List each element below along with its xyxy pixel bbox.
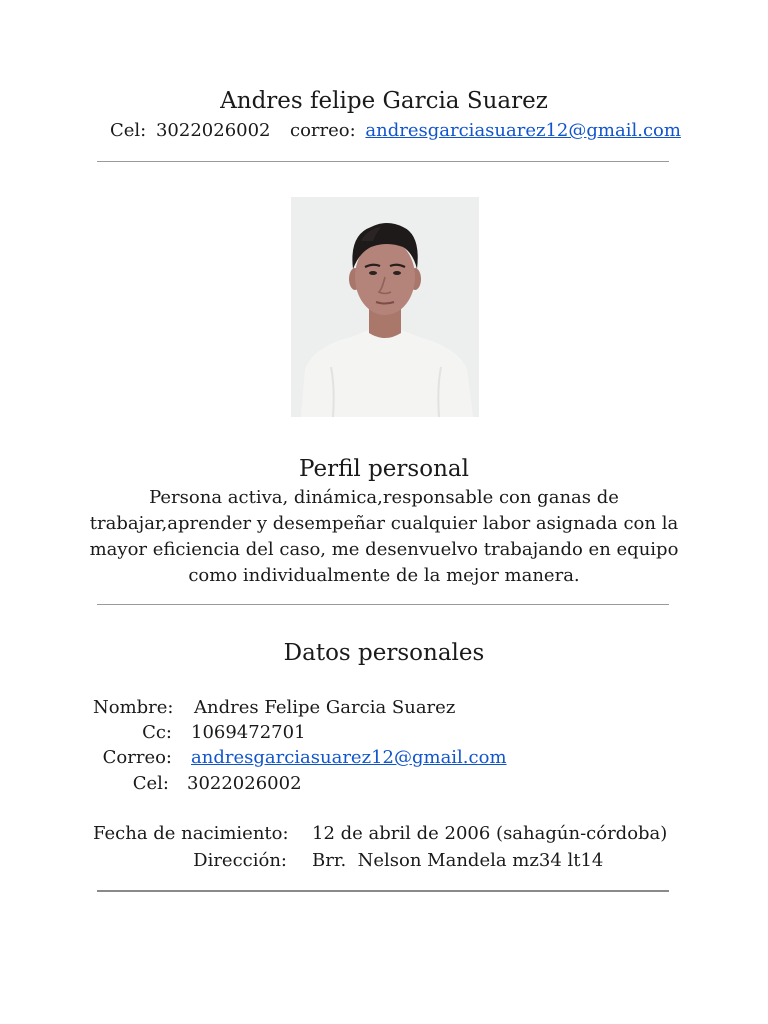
divider (97, 604, 669, 605)
cel-label: Cel: (132, 773, 169, 794)
header-contact-line (110, 119, 681, 143)
profile-photo-image (291, 197, 479, 417)
fecha-value: 12 de abril de 2006 (sahagún-córdoba) (312, 823, 668, 844)
profile-photo (291, 197, 479, 417)
header-email-label: correo: (289, 120, 356, 141)
cc-label: Cc: (142, 722, 172, 743)
cc-value: 1069472701 (191, 722, 306, 743)
direccion-value: Brr. Nelson Mandela mz34 lt14 (312, 850, 604, 871)
perfil-title: Perfil personal (299, 456, 469, 482)
header-cel-value: 3022026002 (155, 120, 271, 141)
header-email-link[interactable]: andresgarciasuarez12@gmail.com (365, 120, 681, 141)
divider (97, 161, 669, 162)
correo-email-link[interactable]: andresgarciasuarez12@gmail.com (191, 747, 507, 768)
correo-label: Correo: (102, 747, 172, 768)
divider (97, 890, 669, 892)
cv-name-title: Andres felipe Garcia Suarez (220, 88, 548, 114)
nombre-value: Andres Felipe Garcia Suarez (194, 697, 456, 718)
datos-title: Datos personales (283, 640, 485, 666)
fecha-label: Fecha de nacimiento: (93, 823, 289, 844)
header-cel-label: Cel: (110, 120, 147, 141)
cel-value: 3022026002 (187, 773, 302, 794)
perfil-description: Persona activa, dinámica,responsable con ganas de trabajar,aprender y desempeñar cualquier labor asignada con la mayor eficiencia del caso, me desenvuelvo trabajando en equipo como individualmente de la mejor manera. (89, 487, 679, 586)
direccion-label: Dirección: (193, 850, 287, 871)
nombre-label: Nombre: (93, 697, 174, 718)
